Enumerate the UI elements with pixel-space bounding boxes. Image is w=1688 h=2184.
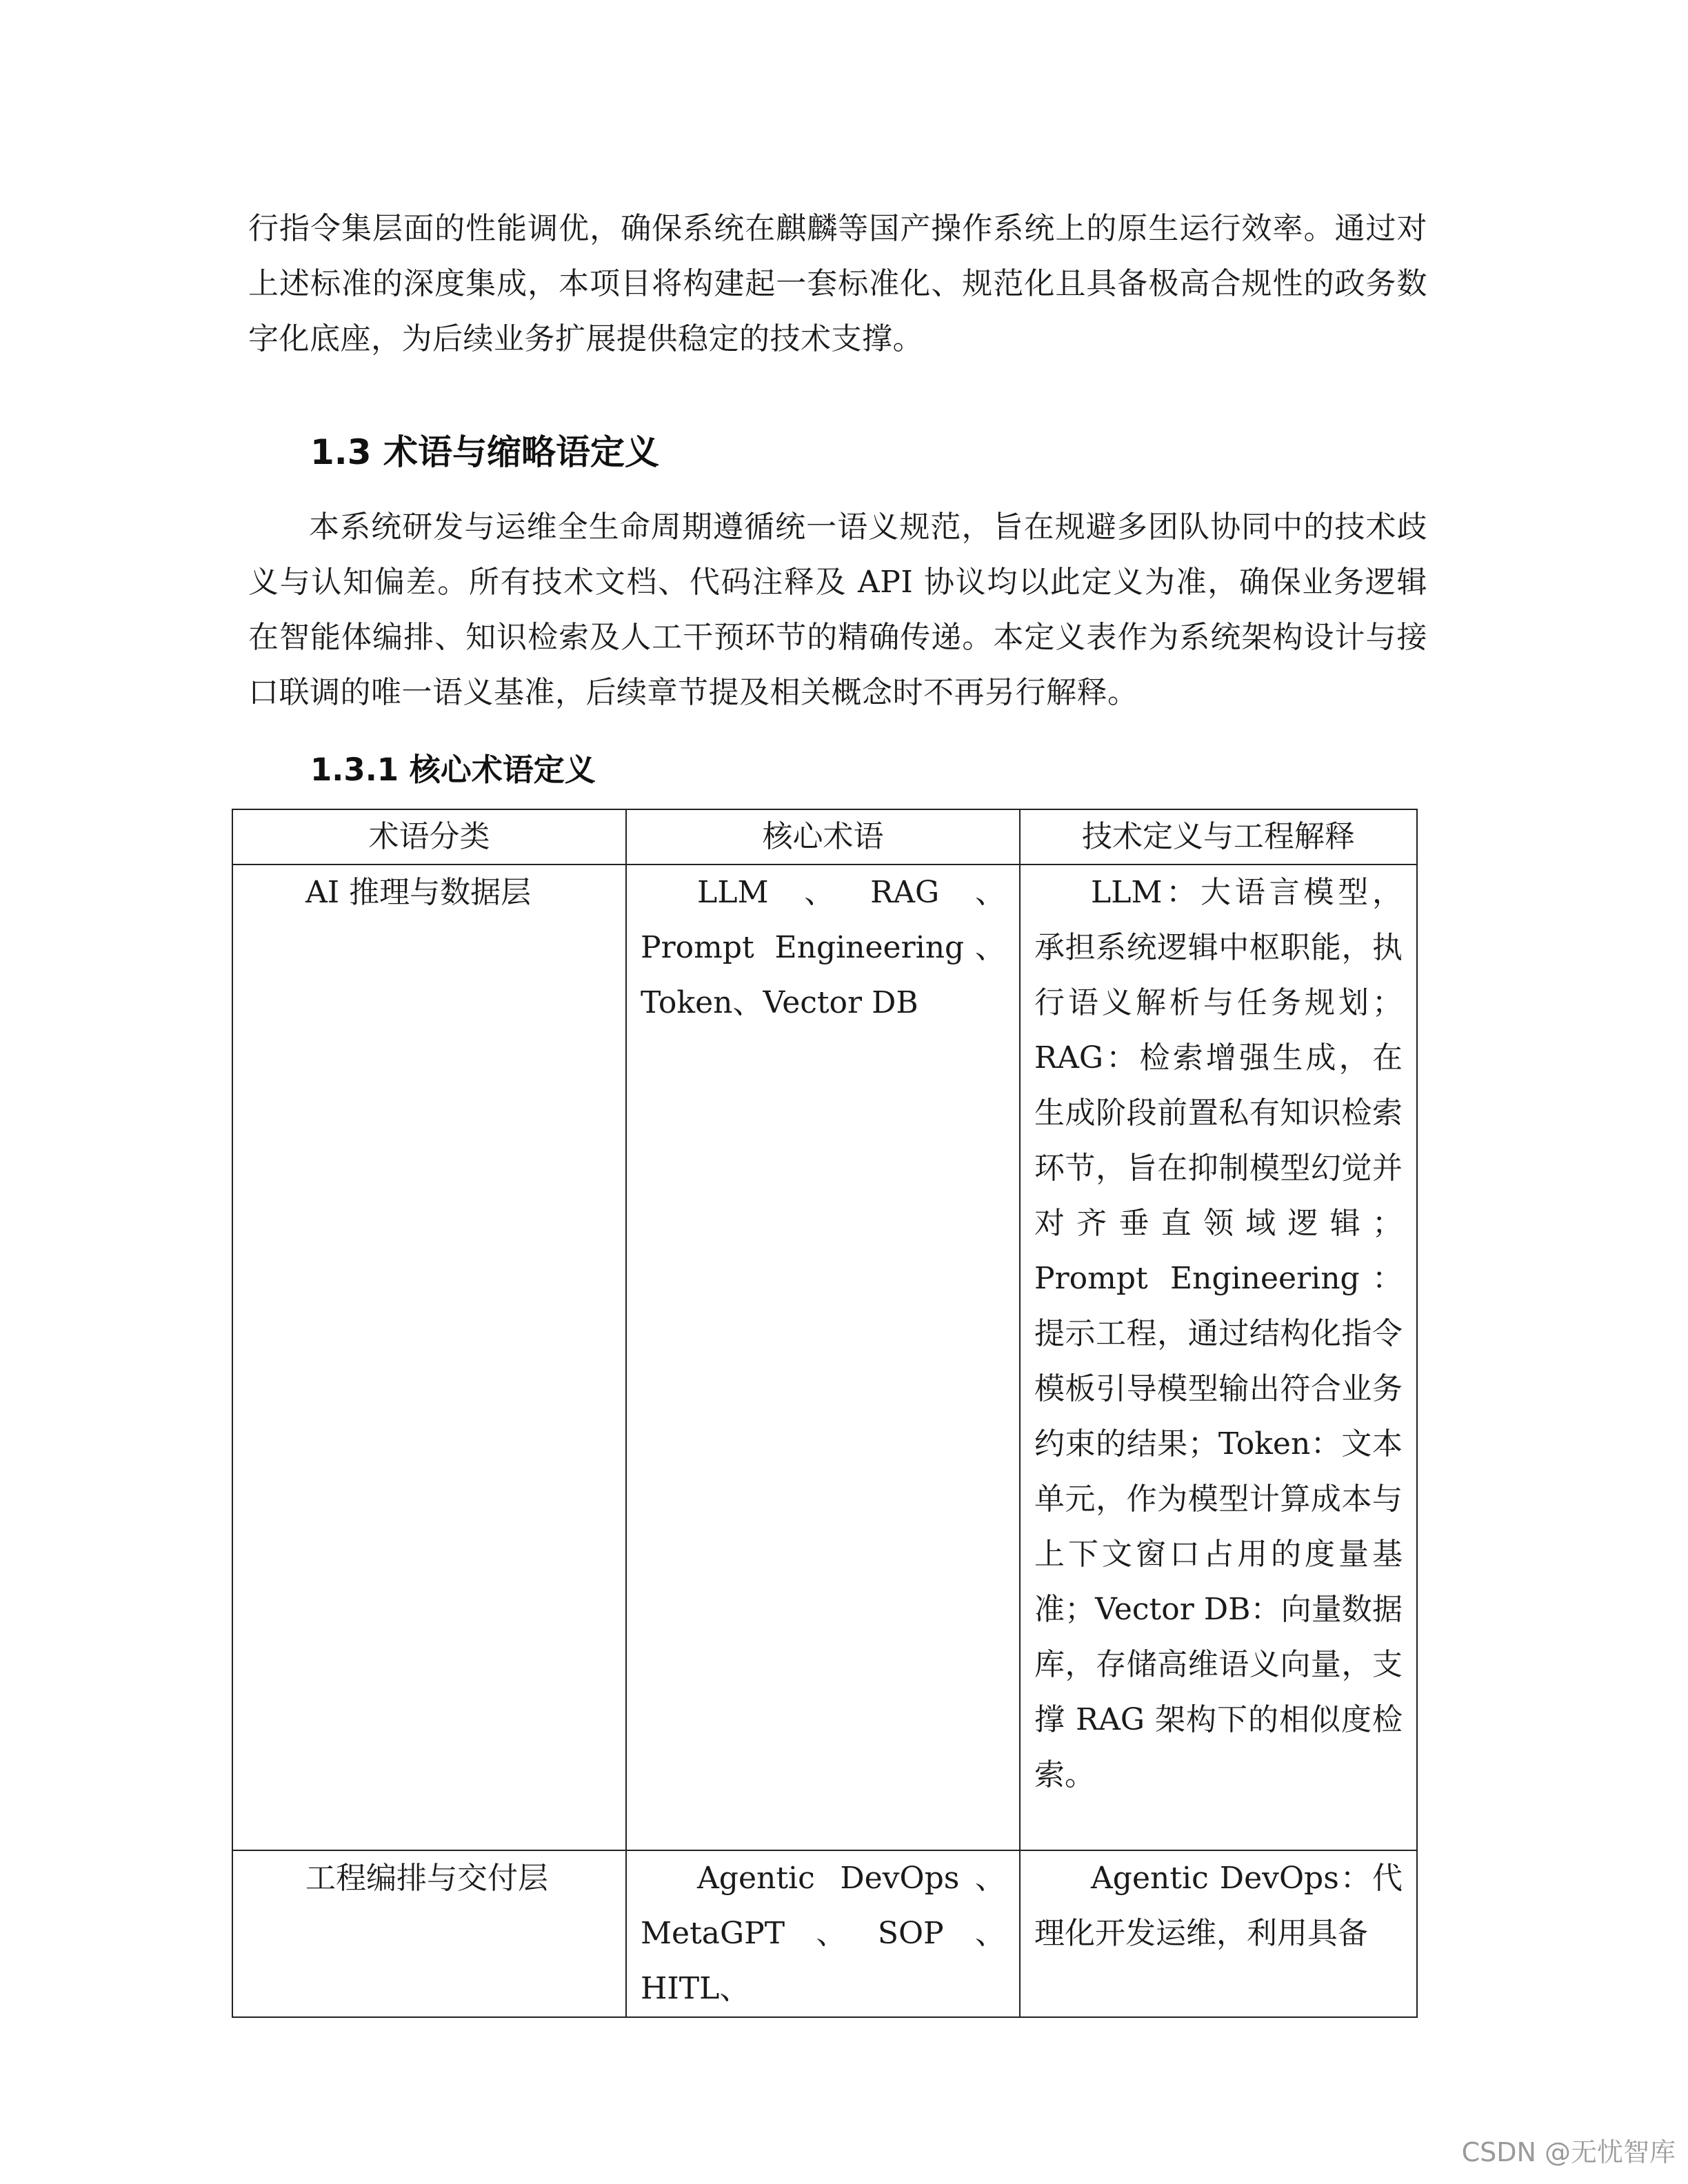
- header-definition: 技术定义与工程解释: [1020, 809, 1417, 865]
- category-cell: AI 推理与数据层: [232, 865, 626, 1850]
- definition-cell: Agentic DevOps：代理化开发运维，利用具备: [1020, 1850, 1417, 2017]
- terms-cell: Agentic DevOps、MetaGPT、SOP、HITL、: [626, 1850, 1020, 2017]
- table-header-row: [232, 809, 1417, 865]
- section-heading: 1.3 术语与缩略语定义: [310, 432, 659, 472]
- table-row: [232, 1850, 1417, 2017]
- terms-cell: LLM、RAG、Prompt Engineering、Token、Vector DB: [626, 865, 1020, 1850]
- header-category: 术语分类: [232, 809, 626, 865]
- header-terms: 核心术语: [626, 809, 1020, 865]
- subsection-heading: 1.3.1 核心术语定义: [310, 751, 596, 788]
- term-definition-table: [232, 809, 1418, 2018]
- table-row: [232, 865, 1417, 1850]
- continued-paragraph: 行指令集层面的性能调优，确保系统在麒麟等国产操作系统上的原生运行效率。通过对上述标准的深度集成，本项目将构建起一套标准化、规范化且具备极高合规性的政务数字化底座，为后续业务扩展提供稳定的技术支撑。: [248, 211, 1427, 356]
- category-cell: 工程编排与交付层: [232, 1850, 626, 2017]
- source-watermark: CSDN @无忧智库: [1461, 2137, 1676, 2167]
- intro-paragraph: 本系统研发与运维全生命周期遵循统一语义规范，旨在规避多团队协同中的技术歧义与认知偏差。所有技术文档、代码注释及 API 协议均以此定义为准，确保业务逻辑在智能体编排、知识检索及人工干预环节的精确传递。本定义表作为系统架构设计与接口联调的唯一语义基准，后续章节提及相关概念时不再另行解释。: [248, 509, 1427, 710]
- definition-cell: LLM：大语言模型，承担系统逻辑中枢职能，执行语义解析与任务规划；RAG：检索增强生成，在生成阶段前置私有知识检索环节，旨在抑制模型幻觉并对齐垂直领域逻辑；Prompt Engineering：提示工程，通过结构化指令模板引导模型输出符合业务约束的结果；Token：文本单元，作为模型计算成本与上下文窗口占用的度量基准；Vector DB：向量数据库，存储高维语义向量，支撑 RAG 架构下的相似度检索。: [1020, 865, 1417, 1850]
